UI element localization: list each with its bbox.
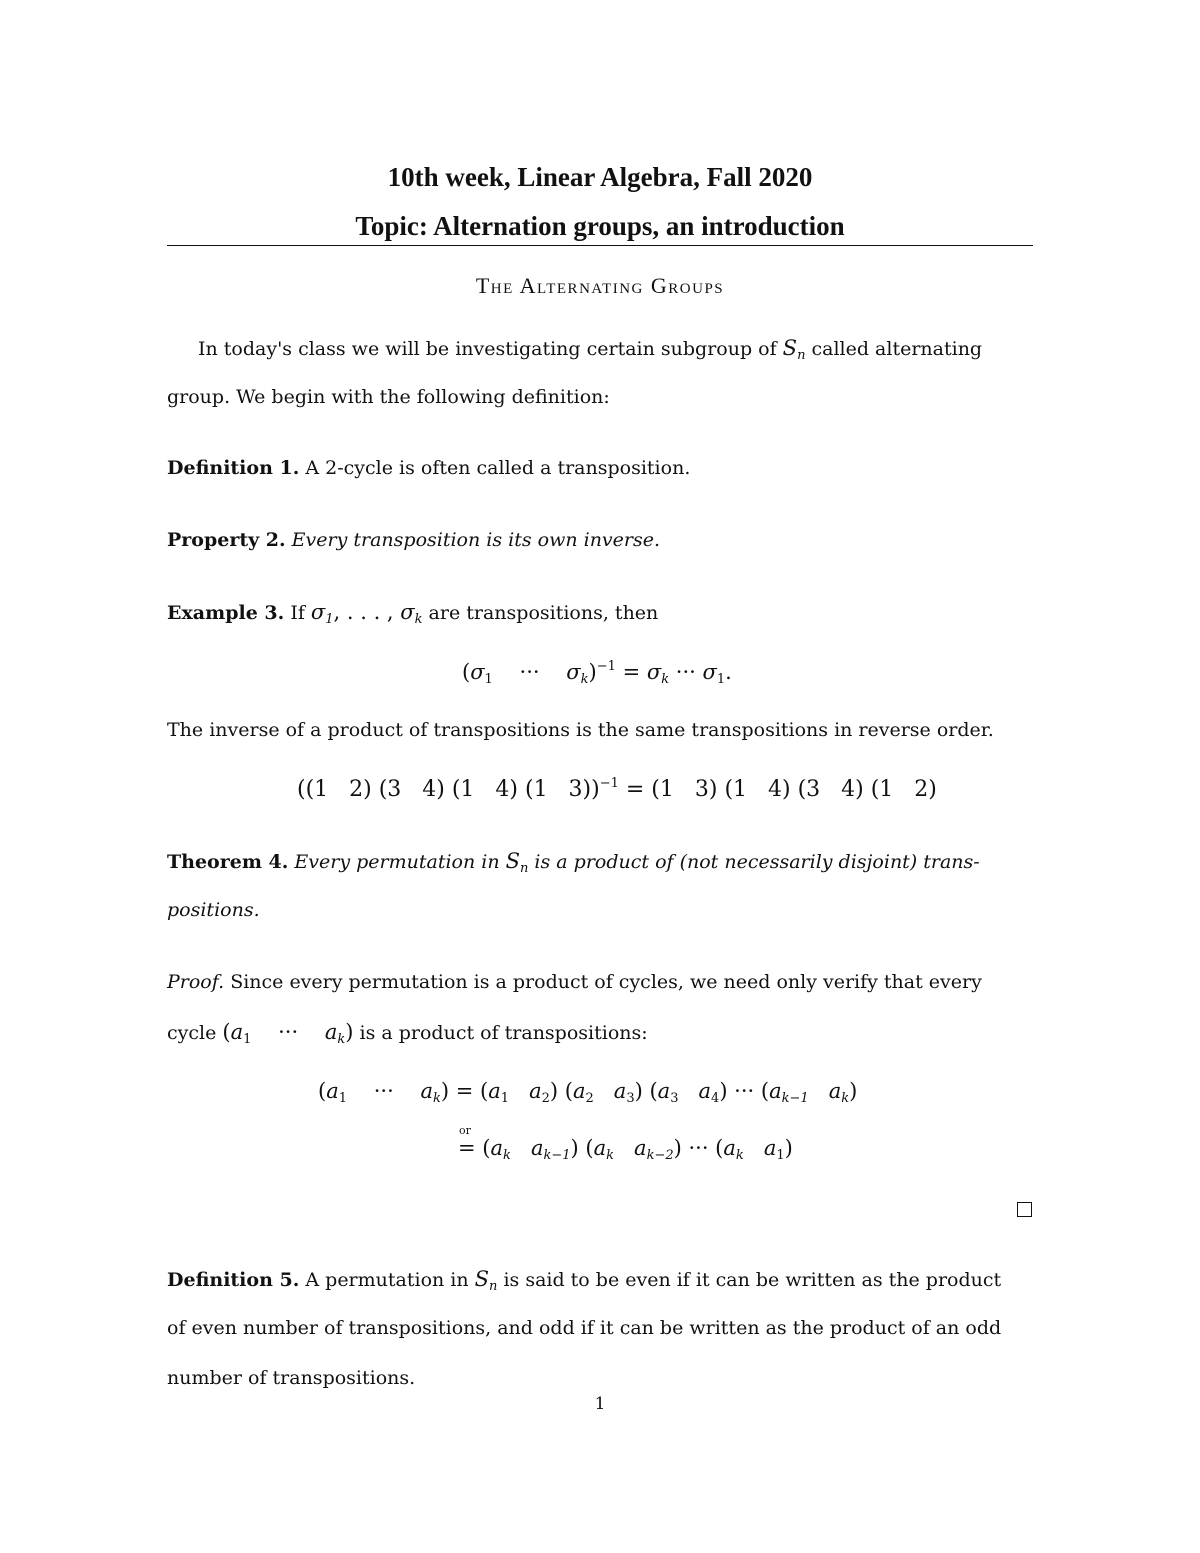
example-3-text-a: If xyxy=(290,602,311,624)
theorem-4-text-b: is a product of (not necessarily disjoint) trans- xyxy=(528,851,980,873)
sigma-list: $\sigma_1$, . . . , $\sigma_k$ xyxy=(310,600,423,627)
cycle-expression: ($a_1$ ··· $a_k$) xyxy=(222,1020,354,1047)
proof-text-2a: cycle xyxy=(167,1022,223,1044)
intro-line-1 xyxy=(198,336,983,363)
example-3-text-b: are transpositions, then xyxy=(422,602,659,624)
definition-5-line-3: number of transpositions. xyxy=(167,1367,416,1389)
definition-5-label: Definition 5. xyxy=(167,1269,300,1291)
definition-5-text-b: is said to be even if it can be written as the product xyxy=(497,1269,1002,1291)
theorem-4-line-1 xyxy=(167,849,980,876)
definition-1-text: A 2-cycle is often called a transposition. xyxy=(305,457,691,479)
example-3-note: The inverse of a product of transpositions is the same transpositions in reverse order. xyxy=(167,719,994,741)
definition-1-label: Definition 1. xyxy=(167,457,300,479)
definition-5-text-a: A permutation in xyxy=(305,1269,475,1291)
symbol-sn: $S_n$ xyxy=(474,1267,498,1294)
example-3 xyxy=(167,600,659,627)
proof-line-2 xyxy=(167,1020,648,1047)
theorem-4-line-2: positions. xyxy=(167,899,260,921)
property-2 xyxy=(167,529,660,551)
intro-text-a: In today's class we will be investigating certain subgroup of xyxy=(198,338,783,360)
equation-cycle-decomposition-1: ($a_1$ ··· $a_k) = (a_1$ $a_2$) ($a_2$ $a_3$) ($a_3$ $a_4$) ··· ($a_{k-1}$ $a_k$) xyxy=(318,1079,858,1106)
theorem-4-text-a: Every permutation in xyxy=(294,851,506,873)
definition-1 xyxy=(167,457,690,479)
proof-text-1: Since every permutation is a product of cycles, we need only verify that every xyxy=(230,971,982,993)
proof-line-1 xyxy=(167,971,982,993)
title-line-2: Topic: Alternation groups, an introduction xyxy=(355,211,845,241)
proof-text-2b: is a product of transpositions: xyxy=(353,1022,648,1044)
equation-transposition-example: ((1 2) (3 4) (1 4) (1 3))$^{-1}$ = (1 3) (1 4) (3 4) (1 2) xyxy=(297,776,937,802)
intro-line-2: group. We begin with the following definition: xyxy=(167,386,610,408)
equation-cycle-decomposition-2: = or ($a_k$ $a_{k-1}$) ($a_k$ $a_{k-2}$) ··· ($a_k$ $a_1$) xyxy=(458,1124,793,1163)
symbol-sn: $S_n$ xyxy=(782,336,806,363)
section-title: The Alternating Groups xyxy=(475,273,725,298)
or-label: or xyxy=(459,1124,471,1137)
intro-text-b: called alternating xyxy=(805,338,983,360)
proof-label: Proof. xyxy=(167,971,225,993)
equation-inverse-product: ($\sigma_1$ ··· $\sigma_k)^{-1} = \sigma_k$ ··· $\sigma_1$. xyxy=(462,659,732,687)
theorem-4-label: Theorem 4. xyxy=(167,851,289,873)
page-number: 1 xyxy=(594,1394,606,1414)
property-2-text: Every transposition is its own inverse. xyxy=(291,529,661,551)
property-2-label: Property 2. xyxy=(167,529,286,551)
definition-5-line-2: of even number of transpositions, and odd if it can be written as the product of an odd xyxy=(167,1317,1002,1339)
title-line-1: 10th week, Linear Algebra, Fall 2020 xyxy=(387,162,813,192)
example-3-label: Example 3. xyxy=(167,602,285,624)
definition-5-line-1 xyxy=(167,1267,1002,1294)
symbol-sn: $S_n$ xyxy=(505,849,529,876)
qed-square-icon xyxy=(1017,1202,1032,1217)
title-rule xyxy=(167,245,1033,246)
